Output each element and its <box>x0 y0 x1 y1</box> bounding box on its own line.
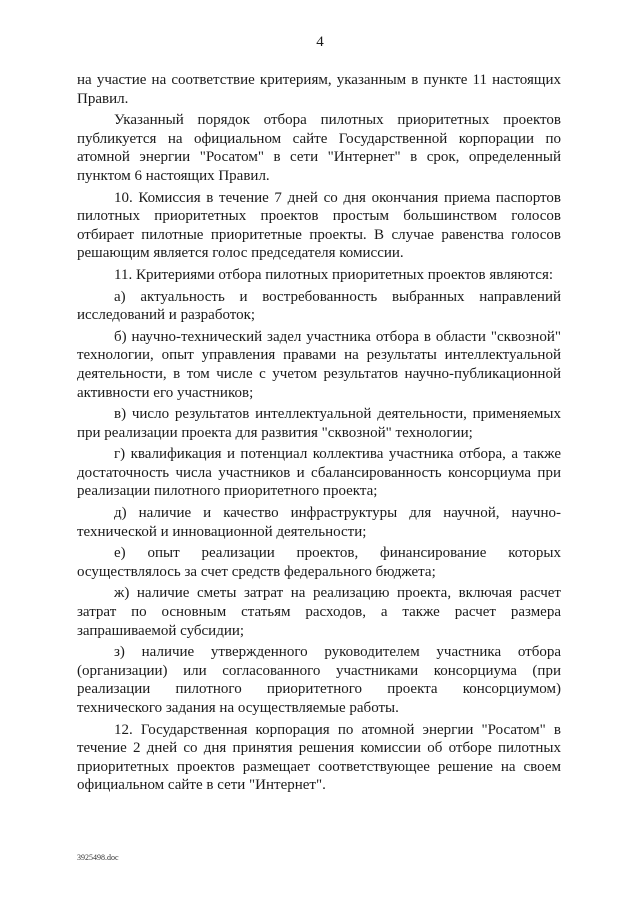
paragraph-continuation: на участие на соответствие критериям, указанным в пункте 11 настоящих Правил. <box>77 72 561 107</box>
paragraph-publication-order: Указанный порядок отбора пилотных приоритетных проектов публикуется на официальном сайте Государственной корпорации по атомной энергии "Росатом" в сети "Интернет" в срок, определенный пунктом 6 настоящих Правил. <box>77 112 561 184</box>
document-body <box>77 71 561 798</box>
paragraph-item-12: 12. Государственная корпорация по атомной энергии "Росатом" в течение 2 дней со дня принятия решения комиссии об отборе пилотных приоритетных проектов размещает соответствующее решение на своем официальном сайте в сети "Интернет". <box>77 721 561 794</box>
paragraph-item-11: 11. Критериями отбора пилотных приоритетных проектов являются: <box>114 266 554 283</box>
criterion-e: е) опыт реализации проектов, финансирование которых осуществлялось за счет средств федерального бюджета; <box>77 545 561 580</box>
criterion-a: а) актуальность и востребованность выбранных направлений исследований и разработок; <box>77 288 561 324</box>
page-number: 4 <box>316 34 324 50</box>
criterion-zh: ж) наличие сметы затрат на реализацию проекта, включая расчет затрат по основным статьям расходов, а также расчет размера запрашиваемой субсидии; <box>77 585 561 639</box>
footer-doc-id: 3925498.doc <box>77 853 119 862</box>
criterion-g: г) квалификация и потенциал коллектива участника отбора, а также достаточность числа участников и сбалансированность консорциума при реализации пилотного приоритетного проекта; <box>77 446 561 500</box>
paragraph-item-10: 10. Комиссия в течение 7 дней со дня окончания приема паспортов пилотных приоритетных проектов простым большинством голосов отбирает пилотные приоритетные проекты. В случае равенства голосов решающим является голос председателя комиссии. <box>77 189 561 262</box>
criterion-z: з) наличие утвержденного руководителем участника отбора (организации) или согласованного участниками консорциума (при реализации пилотного приоритетного проекта консорциумом) технического задания на осуществляемые работы. <box>77 644 561 716</box>
criterion-b: б) научно-технический задел участника отбора в области "сквозной" технологии, опыт управления правами на результаты интеллектуальной деятельности, в том числе с учетом результатов научно-публикационной активности его участников; <box>77 328 561 401</box>
criterion-d: д) наличие и качество инфраструктуры для научной, научно-технической и инновационной деятельности; <box>77 505 561 540</box>
criterion-v: в) число результатов интеллектуальной деятельности, применяемых при реализации проекта для развития "сквозной" технологии; <box>77 406 561 441</box>
